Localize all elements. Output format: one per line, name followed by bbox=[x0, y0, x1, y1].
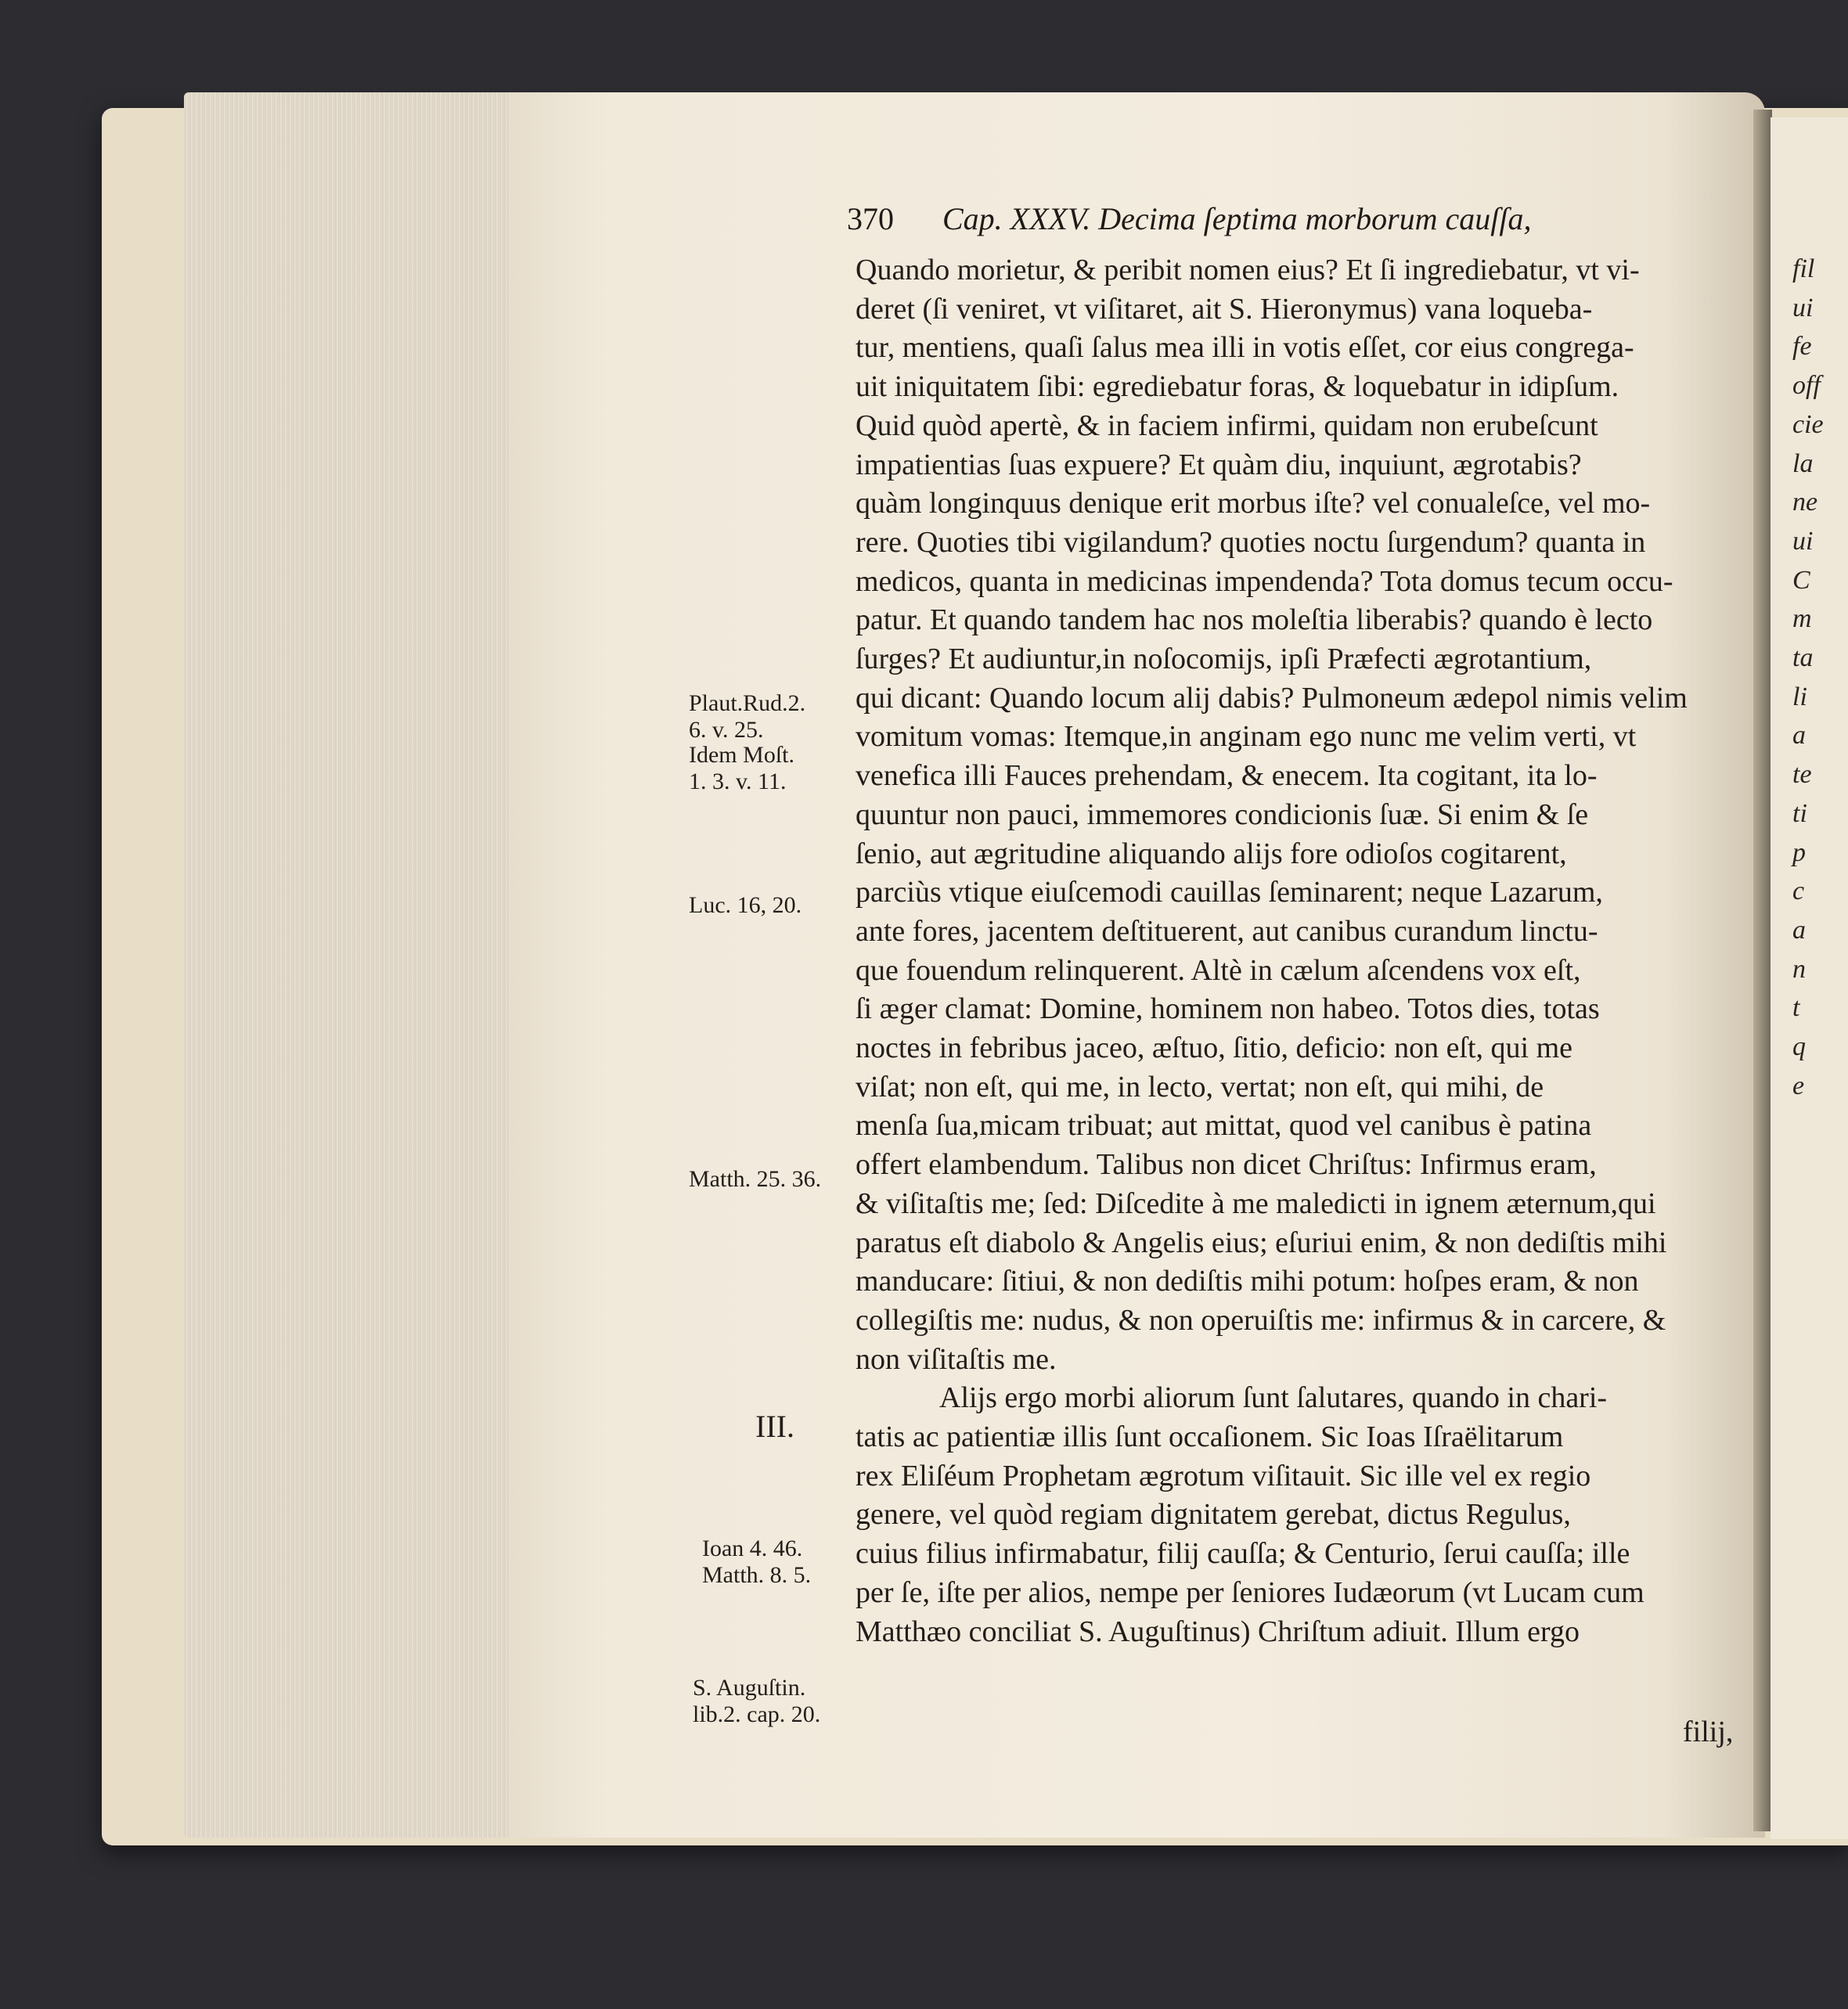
body-line: collegiſtis me: nudus, & non operuiſtis me: infirmus & in carcere, & bbox=[856, 1303, 1666, 1337]
body-line: quàm longinquus denique erit morbus iſte? vel conualeſce, vel mo- bbox=[856, 487, 1651, 520]
facing-page-fragment: c bbox=[1792, 877, 1805, 906]
facing-page-fragment: q bbox=[1792, 1032, 1806, 1061]
body-line: Quando morietur, & peribit nomen eius? Et ſi ingrediebatur, vt vi- bbox=[856, 254, 1640, 286]
body-line: & viſitaſtis me; ſed: Diſcedite à me maledicti in ignem æternum,qui bbox=[856, 1186, 1656, 1220]
facing-page-fragment: m bbox=[1792, 604, 1812, 634]
body-line: manducare: ſitiui, & non dediſtis mihi potum: hoſpes eram, & non bbox=[856, 1265, 1639, 1298]
facing-page-fragment: fe bbox=[1792, 332, 1812, 362]
body-line: que fouendum relinquerent. Altè in cælum aſcendens vox eſt, bbox=[856, 953, 1581, 987]
facing-page-fragment: cie bbox=[1792, 409, 1824, 439]
gutter-shadow bbox=[1753, 110, 1772, 1831]
page-edges bbox=[184, 92, 513, 1838]
facing-page-fragment: fil bbox=[1792, 254, 1815, 283]
body-line: parciùs vtique eiuſcemodi cauillas ſeminarent; neque Lazarum, bbox=[856, 876, 1603, 909]
body-line: genere, vel quòd regiam dignitatem gerebat, dictus Regulus, bbox=[856, 1498, 1571, 1532]
body-line: vomitum vomas: Itemque,in anginam ego nunc me velim verti, vt bbox=[856, 720, 1637, 754]
margin-note: lib.2. cap. 20. bbox=[693, 1701, 821, 1727]
body-line: non viſitaſtis me. bbox=[856, 1342, 1057, 1376]
body-line: patur. Et quando tandem hac nos moleſtia liberabis? quando è lecto bbox=[856, 603, 1653, 637]
facing-page-fragment: te bbox=[1792, 760, 1812, 790]
facing-page-fragment: t bbox=[1792, 993, 1800, 1023]
body-line: impatientias ſuas expuere? Et quàm diu, inquiunt, ægrotabis? bbox=[856, 448, 1582, 481]
body-line: qui dicant: Quando locum alij dabis? Pulmoneum ædepol nimis velim bbox=[856, 681, 1688, 715]
section-numeral: III. bbox=[755, 1409, 794, 1444]
facing-page-fragment: la bbox=[1792, 448, 1814, 478]
margin-note: Matth. 25. 36. bbox=[689, 1166, 822, 1192]
body-line: ante fores, jacentem deſtituerent, aut canibus curandum linctu- bbox=[856, 914, 1598, 948]
facing-page-fragment: li bbox=[1792, 682, 1807, 711]
body-line: offert elambendum. Talibus non dicet Chriſtus: Infirmus eram, bbox=[856, 1148, 1597, 1182]
margin-note: 1. 3. v. 11. bbox=[689, 769, 787, 794]
body-line: rex Eliſéum Prophetam ægrotum viſitauit. Sic ille vel ex regio bbox=[856, 1459, 1591, 1492]
facing-page-fragment: ne bbox=[1792, 488, 1818, 517]
facing-page-fragment: e bbox=[1792, 1071, 1805, 1100]
facing-page-fragment: off bbox=[1792, 371, 1821, 401]
page-number: 370 bbox=[847, 201, 894, 236]
margin-note: Idem Moſt. bbox=[689, 742, 794, 768]
body-line: viſat; non eſt, qui me, in lecto, vertat; non eſt, qui mihi, de bbox=[856, 1070, 1544, 1104]
facing-page-fragment: p bbox=[1792, 837, 1806, 867]
body-line: tur, mentiens, quaſi ſalus mea illi in votis eſſet, cor eius congrega- bbox=[856, 331, 1634, 365]
body-line: tatis ac patientiæ illis ſunt occaſionem. Sic Ioas Iſraëlitarum bbox=[856, 1420, 1564, 1453]
body-line: noctes in febribus jaceo, æſtuo, ſitio, deficio: non eſt, qui me bbox=[856, 1032, 1573, 1064]
facing-page-fragment: ui bbox=[1792, 293, 1814, 322]
chapter-title: Cap. XXXV. Decima ſeptima morborum cauſſa, bbox=[942, 201, 1532, 236]
body-line: medicos, quanta in medicinas impendenda? Tota domus tecum occu- bbox=[856, 564, 1673, 598]
running-header bbox=[847, 200, 1532, 237]
body-line: quuntur non pauci, immemores condicionis ſuæ. Si enim & ſe bbox=[856, 797, 1589, 831]
facing-page bbox=[1771, 117, 1848, 1839]
body-line: menſa ſua,micam tribuat; aut mittat, quod vel canibus è patina bbox=[856, 1109, 1592, 1143]
margin-note: S. Auguſtin. bbox=[693, 1675, 806, 1701]
body-line: cuius filius infirmabatur, filij cauſſa; & Centurio, ſerui cauſſa; ille bbox=[856, 1537, 1630, 1571]
body-line: Alijs ergo morbi aliorum ſunt ſalutares, quando in chari- bbox=[939, 1381, 1608, 1415]
facing-page-fragment: C bbox=[1792, 565, 1810, 595]
body-line: ſi æger clamat: Domine, hominem non habeo. Totos dies, totas bbox=[856, 992, 1600, 1026]
facing-page-fragment: a bbox=[1792, 721, 1806, 751]
facing-page-fragment: n bbox=[1792, 954, 1806, 984]
facing-page-fragment: a bbox=[1792, 915, 1806, 945]
margin-note: Matth. 8. 5. bbox=[702, 1562, 812, 1588]
body-line: rere. Quoties tibi vigilandum? quoties noctu ſurgendum? quanta in bbox=[856, 525, 1646, 559]
body-line: ſurges? Et audiuntur,in noſocomijs, ipſi Præfecti ægrotantium, bbox=[856, 643, 1592, 675]
margin-note: Plaut.Rud.2. bbox=[689, 690, 806, 716]
catchword: filij, bbox=[1683, 1716, 1734, 1748]
body-line: Matthæo conciliat S. Auguſtinus) Chriſtum adiuit. Illum ergo bbox=[856, 1615, 1580, 1648]
margin-note: Luc. 16, 20. bbox=[689, 892, 802, 918]
body-line: ſenio, aut ægritudine aliquando alijs fore odioſos cogitarent, bbox=[856, 837, 1567, 870]
body-line: deret (ſi veniret, vt viſitaret, ait S. Hieronymus) vana loqueba- bbox=[856, 292, 1593, 326]
body-line: Quid quòd apertè, & in faciem infirmi, quidam non erubeſcunt bbox=[856, 409, 1598, 442]
facing-page-fragment: ta bbox=[1792, 643, 1814, 672]
body-line: venefica illi Fauces prehendam, & enecem. Ita cogitant, ita lo- bbox=[856, 759, 1598, 793]
body-line: per ſe, iſte per alios, nempe per ſeniores Iudæorum (vt Lucam cum bbox=[856, 1575, 1644, 1609]
body-line: uit iniquitatem ſibi: egrediebatur foras, & loquebatur in idipſum. bbox=[856, 370, 1619, 404]
margin-note: 6. v. 25. bbox=[689, 717, 764, 743]
facing-page-fragment: ui bbox=[1792, 526, 1814, 556]
facing-page-fragment: ti bbox=[1792, 798, 1807, 828]
margin-note: Ioan 4. 46. bbox=[702, 1536, 803, 1561]
body-line: paratus eſt diabolo & Angelis eius; eſuriui enim, & non dediſtis mihi bbox=[856, 1226, 1667, 1259]
